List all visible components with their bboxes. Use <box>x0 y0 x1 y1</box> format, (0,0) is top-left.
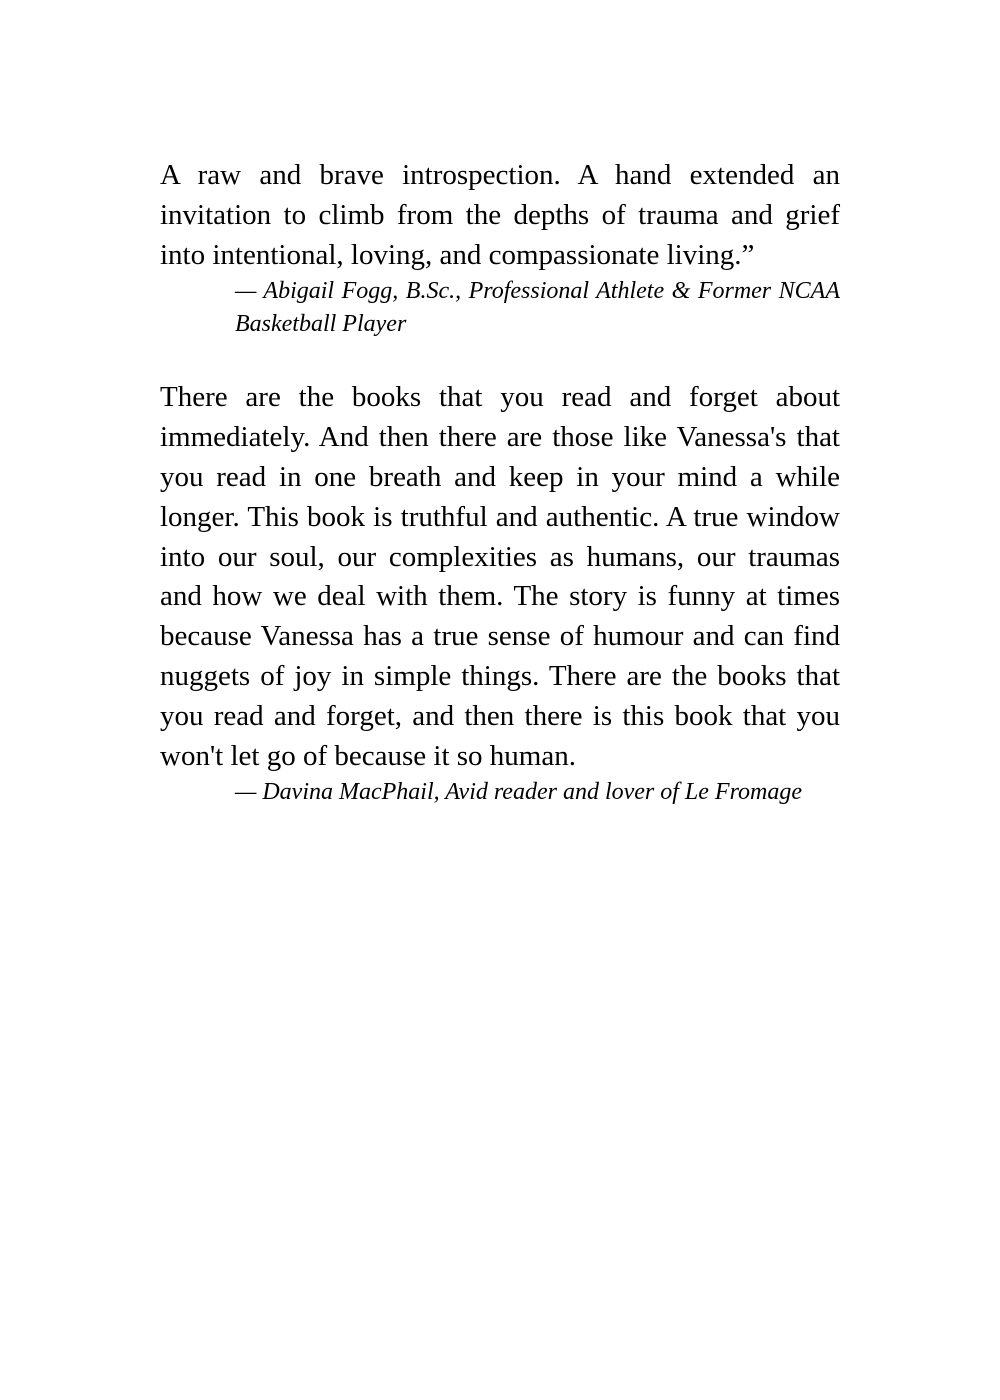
page-content <box>160 156 840 809</box>
testimonial-attribution: — Davina MacPhail, Avid reader and lover of Le Fromage <box>235 779 803 806</box>
testimonial-attribution: — Abigail Fogg, B.Sc., Professional Athlete & Former NCAA Basketball Player <box>235 278 840 337</box>
testimonial-block <box>160 378 840 808</box>
testimonial-block <box>160 156 840 340</box>
testimonial-text: There are the books that you read and forget about immediately. And then there are those like Vanessa's that you read in one breath and keep in your mind a while longer. This book is truthful and authentic. A true window into our soul, our complexities as humans, our traumas and how we deal with them. The story is funny at times because Vanessa has a true sense of humour and can find nuggets of joy in simple things. There are the books that you read and forget, and then there is this book that you won't let go of because it so human. <box>160 381 840 772</box>
testimonial-text: A raw and brave introspection. A hand extended an invitation to climb from the depths of trauma and grief into intentional, loving, and compassionate living.” <box>160 159 840 271</box>
